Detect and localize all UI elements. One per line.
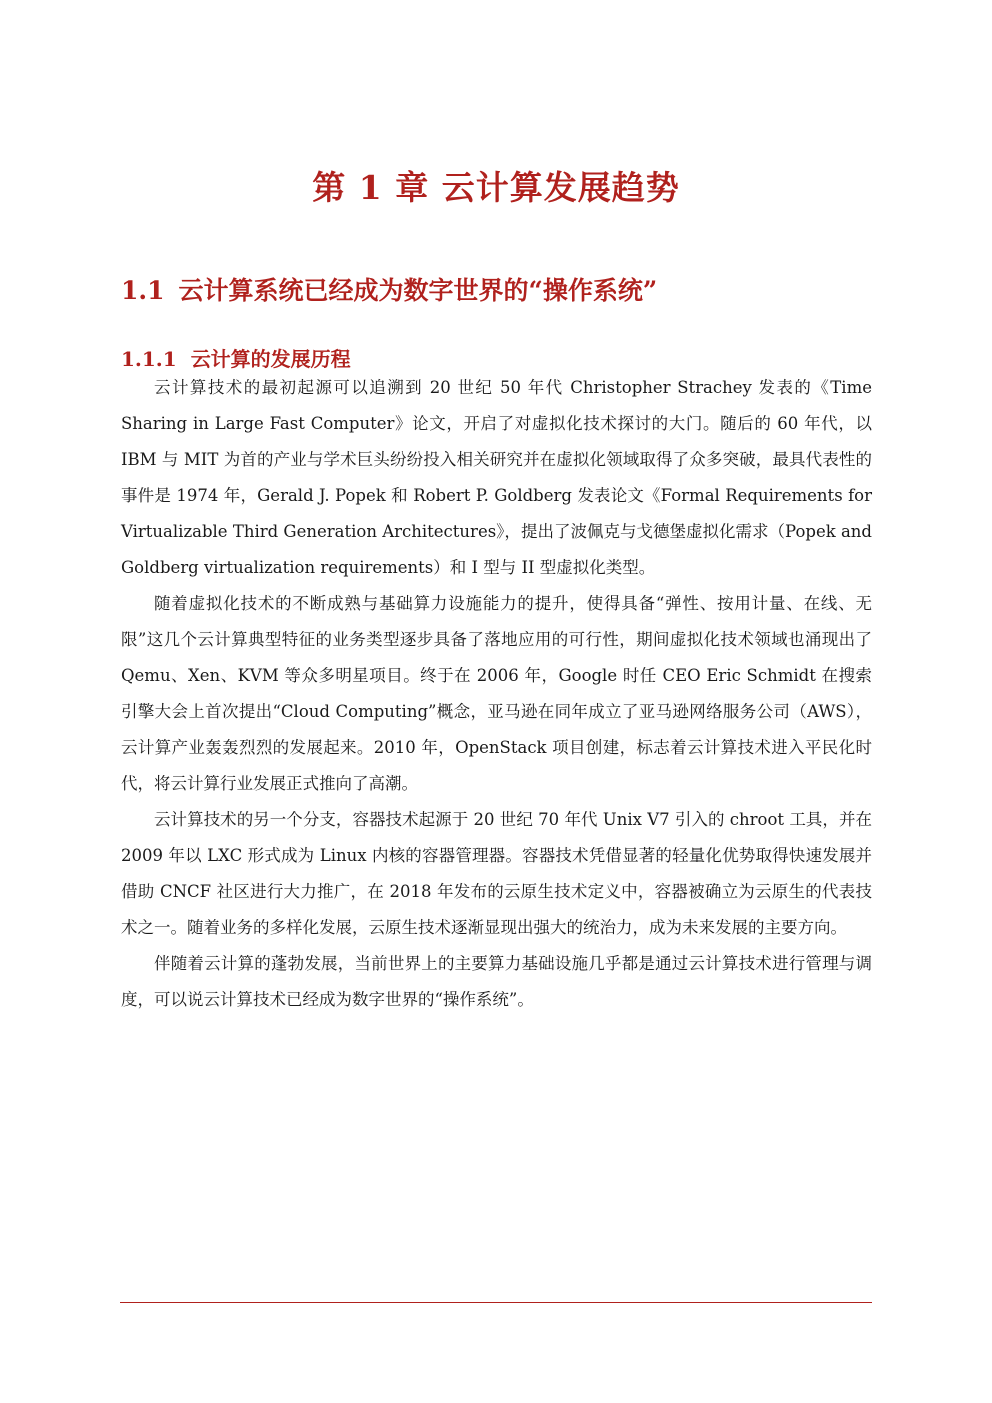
section-number: 1.1 xyxy=(121,275,165,305)
body-text xyxy=(121,370,872,1018)
paragraph-container-branch: 云计算技术的另一个分支，容器技术起源于 20 世纪 70 年代 Unix V7 引入的 chroot 工具，并在 2009 年以 LXC 形式成为 Linux 内核的容器管理器。容器技术凭借显著的轻量化优势取得快速发展并借助 CNCF 社区进行大力推广，在 2018 年发布的云原生技术定义中，容器被确立为云原生的代表技术之一。随着业务的多样化发展，云原生技术逐渐显现出强大的统治力，成为未来发展的主要方向。 xyxy=(121,810,872,937)
paragraph-history-origin: 云计算技术的最初起源可以追溯到 20 世纪 50 年代 Christopher Strachey 发表的《Time Sharing in Large Fast Computer》论文，开启了对虚拟化技术探讨的大门。随后的 60 年代，以 IBM 与 MIT 为首的产业与学术巨头纷纷投入相关研究并在虚拟化领域取得了众多突破，最具代表性的事件是 1974 年，Gerald J. Popek 和 Robert P. Goldberg 发表论文《Formal Requirements for Virtualizable Third Generation Architectures》，提出了波佩克与戈德堡虚拟化需求（Popek and Goldberg virtualization requirements）和 I 型与 II 型虚拟化类型。 xyxy=(121,378,872,577)
paragraph-virtualization-maturity: 随着虚拟化技术的不断成熟与基础算力设施能力的提升，使得具备“弹性、按用计量、在线、无限”这几个云计算典型特征的业务类型逐步具备了落地应用的可行性，期间虚拟化技术领域也涌现出了 Qemu、Xen、KVM 等众多明星项目。终于在 2006 年，Google 时任 CEO Eric Schmidt 在搜索引擎大会上首次提出“Cloud Computing”概念，亚马逊在同年成立了亚马逊网络服务公司（AWS），云计算产业轰轰烈烈的发展起来。2010 年，OpenStack 项目创建，标志着云计算技术进入平民化时代，将云计算行业发展正式推向了高潮。 xyxy=(121,594,872,793)
subsection-number: 1.1.1 xyxy=(121,347,177,371)
footer-divider xyxy=(120,1302,872,1303)
section-title: 云计算系统已经成为数字世界的“操作系统” xyxy=(178,275,658,305)
paragraph-conclusion: 伴随着云计算的蓬勃发展，当前世界上的主要算力基础设施几乎都是通过云计算技术进行管理与调度，可以说云计算技术已经成为数字世界的“操作系统”。 xyxy=(121,954,872,1009)
subsection-title: 云计算的发展历程 xyxy=(190,347,351,371)
chapter-title: 第 1 章 云计算发展趋势 xyxy=(312,168,680,208)
section-heading xyxy=(121,271,657,307)
subsection-heading xyxy=(121,343,351,372)
